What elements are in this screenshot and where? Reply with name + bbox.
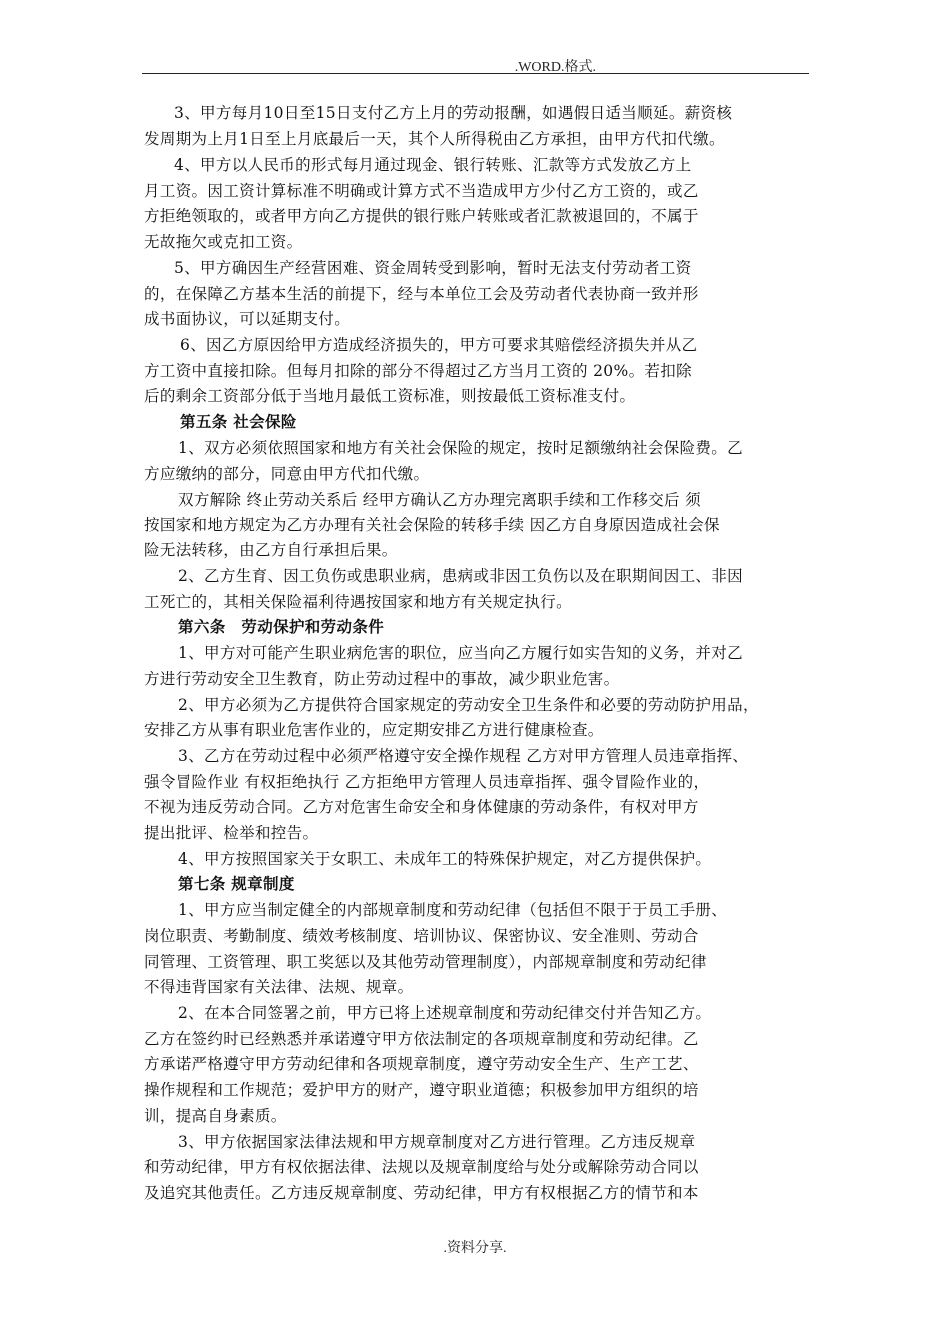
paragraph-line: 不得违背国家有关法律、法规、规章。 [144,978,414,996]
paragraph-line: 强令冒险作业 有权拒绝执行 乙方拒绝甲方管理人员违章指挥、强令冒险作业的， [144,773,710,791]
paragraph-line: 2、甲方必须为乙方提供符合国家规定的劳动安全卫生条件和必要的劳动防护用品， [178,696,759,714]
paragraph-line: 3、甲方每月10日至15日支付乙方上月的劳动报酬，如遇假日适当顺延。薪资核 [174,104,733,122]
section-heading: 第六条 劳动保护和劳动条件 [178,617,385,636]
paragraph-line: 方承诺严格遵守甲方劳动纪律和各项规章制度，遵守劳动安全生产、生产工艺、 [144,1055,699,1073]
paragraph-line: 3、乙方在劳动过程中必须严格遵守安全操作规程 乙方对甲方管理人员违章指挥、 [178,747,749,765]
paragraph-line: 同管理、工资管理、职工奖惩以及其他劳动管理制度），内部规章制度和劳动纪律 [144,953,707,971]
paragraph-line: 险无法转移，由乙方自行承担后果。 [144,541,398,559]
paragraph-line: 4、甲方以人民币的形式每月通过现金、银行转账、汇款等方式发放乙方上 [174,156,692,174]
paragraph-line: 1、甲方应当制定健全的内部规章制度和劳动纪律（包括但不限于于员工手册、 [178,901,728,919]
paragraph-line: 方应缴纳的部分，同意由甲方代扣代缴。 [144,465,430,483]
paragraph-line: 方拒绝领取的，或者甲方向乙方提供的银行账户转账或者汇款被退回的，不属于 [144,207,699,225]
paragraph-line: 的，在保障乙方基本生活的前提下，经与本单位工会及劳动者代表协商一致并形 [144,285,699,303]
paragraph-line: 乙方在签约时已经熟悉并承诺遵守甲方依法制定的各项规章制度和劳动纪律。乙 [144,1030,699,1048]
paragraph-line: 按国家和地方规定为乙方办理有关社会保险的转移手续 因乙方自身原因造成社会保 [144,516,720,534]
paragraph-line: 操作规程和工作规范；爱护甲方的财产，遵守职业道德；积极参加甲方组织的培 [144,1081,699,1099]
section-heading: 第五条 社会保险 [180,412,297,431]
paragraph-line: 方进行劳动安全卫生教育，防止劳动过程中的事故，减少职业危害。 [144,670,620,688]
paragraph-line: 工死亡的，其相关保险福利待遇按国家和地方有关规定执行。 [144,593,572,611]
page-footer: .资料分享. [443,1241,507,1256]
paragraph-line: 无故拖欠或克扣工资。 [144,233,303,251]
paragraph-line: 及追究其他责任。乙方违反规章制度、劳动纪律，甲方有权根据乙方的情节和本 [144,1184,699,1202]
header-text: .WORD.格式. [514,60,596,75]
paragraph-line: 安排乙方从事有职业危害作业的，应定期安排乙方进行健康检查。 [144,721,604,739]
paragraph-line: 方工资中直接扣除。但每月扣除的部分不得超过乙方当月工资的 20%。若扣除 [144,362,692,380]
paragraph-line: 不视为违反劳动合同。乙方对危害生命安全和身体健康的劳动条件，有权对甲方 [144,798,699,816]
paragraph-line: 后的剩余工资部分低于当地月最低工资标准，则按最低工资标准支付。 [144,387,636,405]
paragraph-line: 2、在本合同签署之前，甲方已将上述规章制度和劳动纪律交付并告知乙方。 [178,1004,712,1022]
paragraph-line: 双方解除 终止劳动关系后 经甲方确认乙方办理完离职手续和工作移交后 须 [178,491,702,509]
paragraph-line: 1、甲方对可能产生职业病危害的职位，应当向乙方履行如实告知的义务，并对乙 [178,644,743,662]
header-rule [142,73,809,74]
section-heading: 第七条 规章制度 [178,874,295,893]
paragraph-line: 5、甲方确因生产经营困难、资金周转受到影响，暂时无法支付劳动者工资 [174,259,692,277]
paragraph-line: 1、双方必须依照国家和地方有关社会保险的规定，按时足额缴纳社会保险费。乙 [178,439,743,457]
paragraph-line: 提出批评、检举和控告。 [144,824,319,842]
paragraph-line: 成书面协议，可以延期支付。 [144,310,351,328]
paragraph-line: 训，提高自身素质。 [144,1107,287,1125]
paragraph-line: 和劳动纪律，甲方有权依据法律、法规以及规章制度给与处分或解除劳动合同以 [144,1158,699,1176]
paragraph-line: 月工资。因工资计算标准不明确或计算方式不当造成甲方少付乙方工资的，或乙 [144,182,699,200]
paragraph-line: 发周期为上月1日至上月底最后一天，其个人所得税由乙方承担，由甲方代扣代缴。 [144,130,725,148]
paragraph-line: 3、甲方依据国家法律法规和甲方规章制度对乙方进行管理。乙方违反规章 [178,1133,696,1151]
paragraph-line: 6、因乙方原因给甲方造成经济损失的，甲方可要求其赔偿经济损失并从乙 [180,336,698,354]
paragraph-line: 4、甲方按照国家关于女职工、未成年工的特殊保护规定，对乙方提供保护。 [178,850,712,868]
paragraph-line: 2、乙方生育、因工负伤或患职业病，患病或非因工负伤以及在职期间因工、非因 [178,567,743,585]
paragraph-line: 岗位职责、考勤制度、绩效考核制度、培训协议、保密协议、安全准则、劳动合 [144,927,699,945]
page-header [0,0,950,80]
